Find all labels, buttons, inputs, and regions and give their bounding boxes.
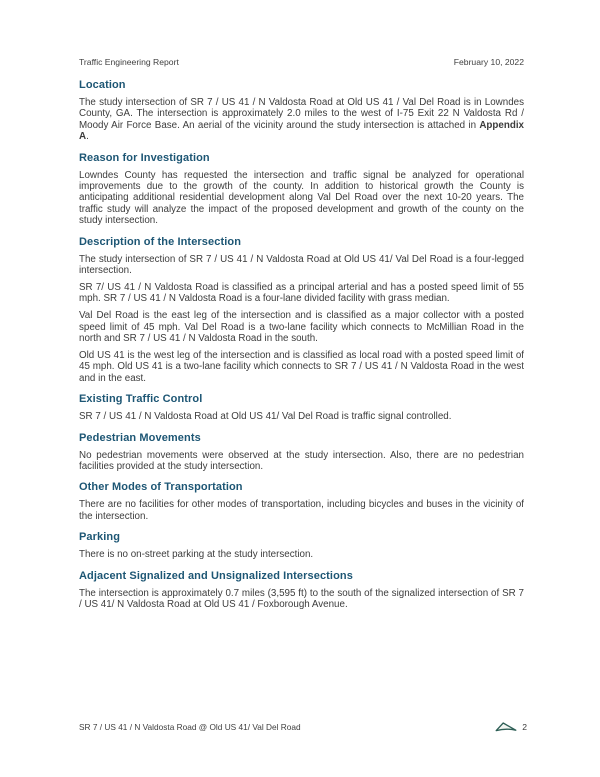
report-date: February 10, 2022 — [453, 57, 524, 67]
paragraph-text: The study intersection of SR 7 / US 41 / N Valdosta Road at Old US 41 / Val Del Road is in Lowndes County, GA. The intersection is approximately 2.0 miles to the west of I-75 Exit 22 N Valdosta Rd / Moody Air Force Base. An aerial of the vicinity around the study intersection is attached in — [79, 97, 524, 131]
paragraph: The study intersection of SR 7 / US 41 / N Valdosta Road at Old US 41/ Val Del Road is a four-legged intersection. — [79, 253, 524, 277]
paragraph: There is no on-street parking at the study intersection. — [79, 549, 314, 561]
section-heading: Existing Traffic Control — [79, 393, 203, 406]
page-number: 2 — [522, 721, 527, 732]
paragraph — [79, 97, 524, 143]
paragraph-text: . — [86, 131, 89, 143]
section-heading: Location — [79, 79, 126, 91]
section-parking — [79, 531, 524, 560]
section-existing-traffic-control — [79, 393, 524, 422]
section-location — [79, 79, 524, 143]
paragraph: Old US 41 is the west leg of the intersection and is classified as local road with a posted speed limit of 45 mph. Old US 41 is a two-lane facility which connects to SR 7 / US 41 / N Valdosta Road in the west and in the east. — [79, 350, 524, 384]
section-pedestrian-movements — [79, 432, 524, 473]
paragraph: No pedestrian movements were observed at the study intersection. Also, there are no pedestrian facilities provided at the study intersection. — [79, 449, 524, 473]
paragraph: SR 7 / US 41 / N Valdosta Road at Old US 41/ Val Del Road is traffic signal controlled. — [79, 411, 452, 423]
section-heading: Pedestrian Movements — [79, 431, 201, 444]
section-other-modes-of-transportation — [79, 481, 524, 522]
report-title: Traffic Engineering Report — [79, 57, 179, 67]
footer-right-group — [495, 721, 527, 732]
footer-intersection-label: SR 7 / US 41 / N Valdosta Road @ Old US 41/ Val Del Road — [79, 721, 301, 732]
section-description-of-the-intersection — [79, 236, 524, 385]
section-heading: Reason for Investigation — [79, 151, 210, 164]
paragraph: There are no facilities for other modes of transportation, including bicycles and buses in the vicinity of the intersection. — [79, 499, 524, 522]
section-heading: Adjacent Signalized and Unsignalized Intersections — [79, 569, 353, 582]
section-reason-for-investigation — [79, 152, 524, 227]
paragraph: Lowndes County has requested the intersection and traffic signal be analyzed for operational improvements due to the growth of the county. In addition to historical growth the County is anticipating additional residential development along Val Del Road over the next 10-20 years. The traffic study will analyze the impact of the proposed development and growth of the county on the study intersection. — [79, 169, 524, 227]
section-heading: Other Modes of Transportation — [79, 481, 243, 494]
page-header — [79, 57, 524, 67]
page-content — [79, 57, 524, 616]
paragraph: The intersection is approximately 0.7 miles (3,595 ft) to the south of the signalized intersection of SR 7 / US 41/ N Valdosta Road at Old US 41 / Foxborough Avenue. — [79, 587, 524, 611]
mound-logo-icon — [495, 721, 517, 732]
section-heading: Parking — [79, 531, 121, 544]
paragraph: SR 7/ US 41 / N Valdosta Road is classified as a principal arterial and has a posted speed limit of 55 mph. SR 7 / US 41 / N Valdosta Road is a four-lane divided facility with grass median. — [79, 281, 524, 305]
section-heading: Description of the Intersection — [79, 235, 242, 248]
appendix-reference: Appendix A — [79, 119, 524, 143]
paragraph: Val Del Road is the east leg of the intersection and is classified as a major collector with a posted speed limit of 45 mph. Val Del Road is a two-lane facility which connects to McMillian Road in the north and SR 7 / US 41 / N Valdosta Road in the south. — [79, 310, 524, 345]
section-adjacent-intersections — [79, 570, 524, 611]
page-footer — [79, 721, 527, 732]
